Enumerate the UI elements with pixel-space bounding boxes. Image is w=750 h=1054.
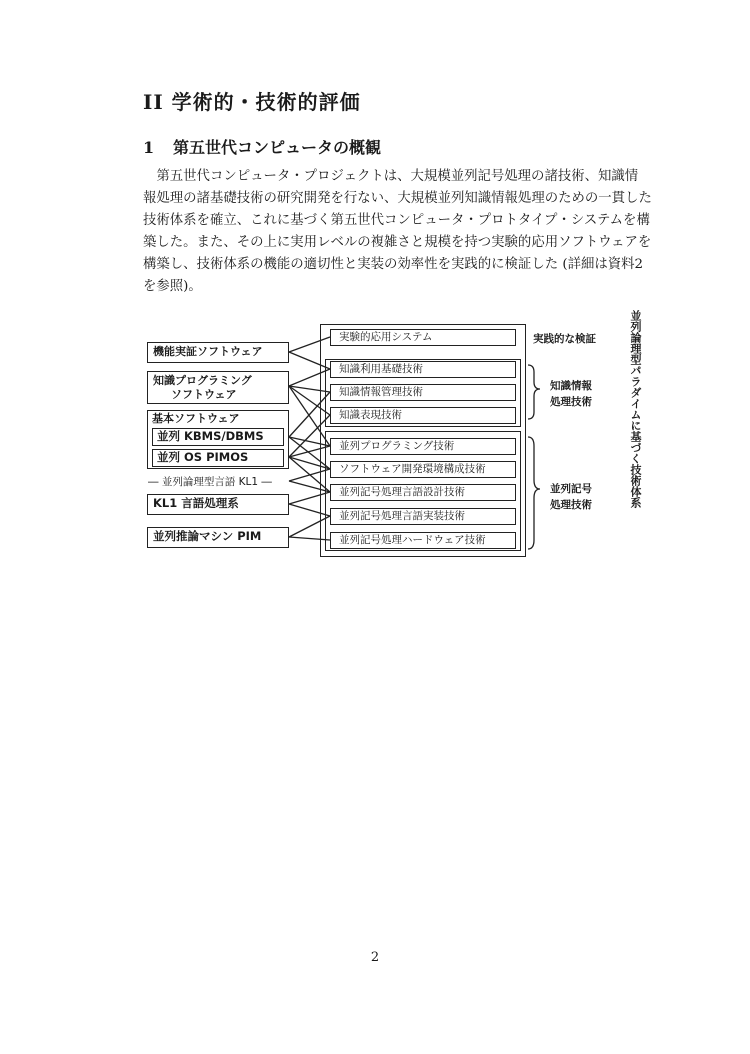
- basic-software-label: 基本ソフトウェア: [152, 412, 240, 425]
- page-number: 2: [370, 950, 380, 965]
- kl1-processor-box: KL1 言語処理系: [147, 494, 289, 515]
- body-line: 築した。また、その上に実用レベルの複雑さと規模を持つ実験的応用ソフトウェアを: [143, 235, 652, 250]
- verification-software-box: 機能実証ソフトウェア: [147, 342, 289, 363]
- chapter-title: II 学術的・技術的評価: [143, 90, 361, 114]
- vertical-caption: 並列論理型パラダイムに基づく技術体系: [629, 310, 642, 508]
- right-box-application: 実験的応用システム: [330, 329, 516, 346]
- right-box-parallel-programming: 並列プログラミング技術: [330, 438, 516, 455]
- knowledge-processing-label-1: 知識情報: [550, 380, 592, 392]
- body-line: 第五世代コンピュータ・プロジェクトは、大規模並列記号処理の諸技術、知識情: [143, 169, 639, 184]
- parallel-symbolic-label-1: 並列記号: [550, 483, 592, 495]
- pimos-box: 並列 OS PIMOS: [152, 449, 284, 467]
- knowledge-programming-line1: 知識プログラミング: [153, 374, 252, 387]
- parallel-symbolic-label-2: 処理技術: [550, 499, 592, 511]
- right-box-knowledge-representation: 知識表現技術: [330, 407, 516, 424]
- right-box-knowledge-use: 知識利用基礎技術: [330, 361, 516, 378]
- section-title: 第五世代コンピュータの概観: [173, 138, 382, 157]
- knowledge-programming-box: [147, 371, 289, 404]
- kbms-dbms-box: 並列 KBMS/DBMS: [152, 428, 284, 446]
- section-number: 1: [143, 138, 155, 157]
- knowledge-processing-label-2: 処理技術: [550, 396, 592, 408]
- kl1-language-label: ― 並列論理型言語 KL1 ―: [148, 476, 272, 488]
- right-box-language-design: 並列記号処理言語設計技術: [330, 484, 516, 501]
- practical-verification-label: 実践的な検証: [533, 333, 596, 345]
- right-box-hardware: 並列記号処理ハードウェア技術: [330, 532, 516, 549]
- right-box-software-environment: ソフトウェア開発環境構成技術: [330, 461, 516, 478]
- body-line: 報処理の諸基礎技術の研究開発を行ない、大規模並列知識情報処理のための一貫した: [143, 191, 652, 206]
- right-box-knowledge-management: 知識情報管理技術: [330, 384, 516, 401]
- body-line: を参照)。: [143, 279, 202, 294]
- right-box-language-implementation: 並列記号処理言語実装技術: [330, 508, 516, 525]
- knowledge-programming-line2: ソフトウェア: [171, 388, 237, 401]
- body-line: 技術体系を確立、これに基づく第五世代コンピュータ・プロトタイプ・システムを構: [143, 213, 650, 228]
- pim-machine-box: 並列推論マシン PIM: [147, 527, 289, 548]
- body-line: 構築し、技術体系の機能の適切性と実装の効率性を実践的に検証した (詳細は資料2: [143, 257, 644, 272]
